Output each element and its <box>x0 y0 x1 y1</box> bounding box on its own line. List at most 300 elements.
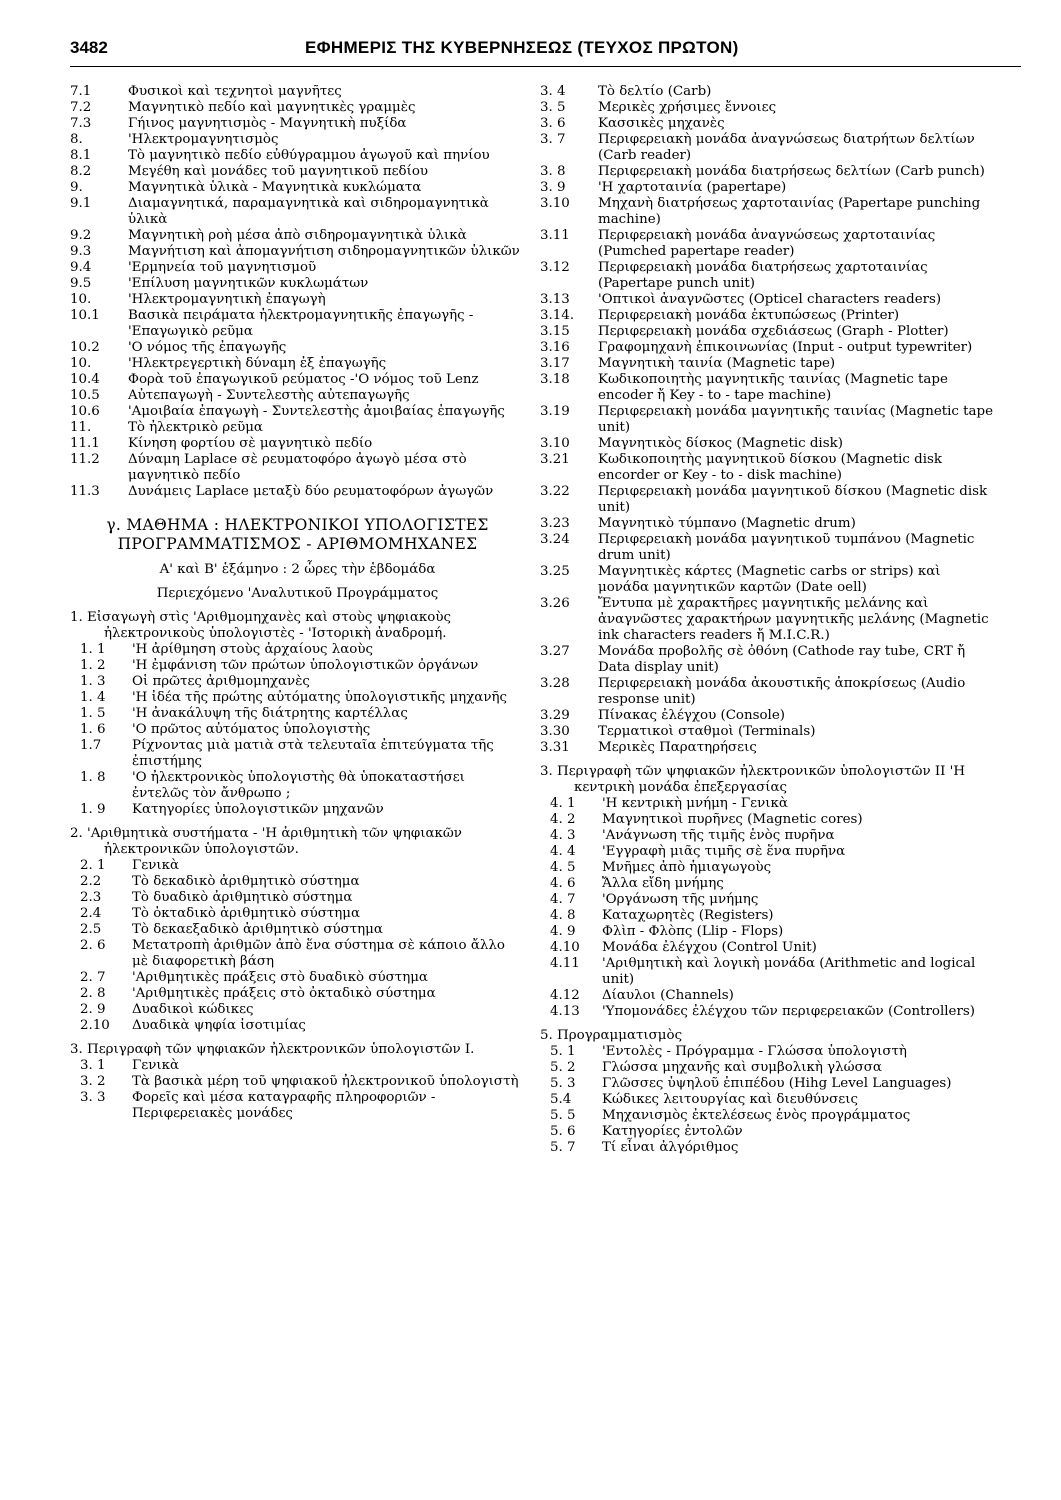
item-number: 4. 8 <box>550 908 576 923</box>
item-text: Περιφερειακὴ μονάδα ἐκτυπώσεως (Printer) <box>598 308 900 323</box>
list-item <box>540 860 995 876</box>
item-text: 'Υπομονάδες ἐλέγχου τῶν περιφερειακῶν (Controllers) <box>602 1004 975 1019</box>
list-item <box>540 564 995 596</box>
item-text: Δύναμη Laplace σὲ ρευματοφόρο ἀγωγὸ μέσα στὸ μαγνητικὸ πεδίο <box>128 452 467 483</box>
item-text: Δυαδικοὶ κώδικες <box>132 1002 254 1017</box>
item-number: 4. 5 <box>550 860 576 875</box>
item-number: 8. <box>70 132 83 147</box>
list-item <box>70 642 525 658</box>
list-item <box>540 356 995 372</box>
chapter-5-list <box>540 1044 995 1156</box>
item-number: 11. <box>70 420 92 435</box>
list-item <box>70 452 525 484</box>
right-column <box>540 84 995 1156</box>
item-number: 3.26 <box>540 596 570 611</box>
list-item <box>540 644 995 676</box>
list-item <box>540 1076 995 1092</box>
list-item <box>540 940 995 956</box>
list-item <box>70 84 525 100</box>
list-item <box>540 1140 995 1156</box>
list-item <box>540 516 995 532</box>
item-number: 1. 5 <box>80 706 106 721</box>
list-3-continued <box>540 84 995 756</box>
item-text: 'Ο πρῶτος αὐτόματος ὑπολογιστὴς <box>132 722 371 737</box>
item-number: 1. 6 <box>80 722 106 737</box>
item-number: 3.25 <box>540 564 570 579</box>
item-text: Μαγνητικὴ ταινία (Magnetic tape) <box>598 356 836 371</box>
item-number: 10. <box>70 356 92 371</box>
list-item <box>540 308 995 324</box>
item-number: 4. 3 <box>550 828 576 843</box>
item-text: Μηχανὴ διατρήσεως χαρτοταινίας (Papertape punching machine) <box>598 196 981 227</box>
item-number: 9.3 <box>70 244 92 259</box>
item-number: 3.11 <box>540 228 570 243</box>
list-item <box>540 196 995 228</box>
list-item <box>540 676 995 708</box>
item-number: 3.29 <box>540 708 570 723</box>
item-number: 7.3 <box>70 116 92 131</box>
item-text: Μεγέθη καὶ μονάδες τοῦ μαγνητικοῦ πεδίου <box>128 164 429 179</box>
item-number: 10. <box>70 292 92 307</box>
list-item <box>70 420 525 436</box>
chapter-2-title: 2. 'Αριθμητικὰ συστήματα - 'Η ἀριθμητικὴ τῶν ψηφιακῶν ἠλεκτρονικῶν ὑπολογιστῶν. <box>70 826 462 857</box>
list-item <box>70 770 525 802</box>
list-item <box>540 372 995 404</box>
list-item <box>70 340 525 356</box>
list-item <box>70 116 525 132</box>
item-text: Τὸ ὀκταδικὸ ἀριθμητικὸ σύστημα <box>132 906 361 921</box>
item-number: 3.31 <box>540 740 570 755</box>
item-text: Μαγνητικὸ πεδίο καὶ μαγνητικὲς γραμμὲς <box>128 100 416 115</box>
item-text: Τερματικοὶ σταθμοὶ (Terminals) <box>598 724 816 739</box>
item-number: 1.7 <box>80 738 102 753</box>
item-text: 'Ερμηνεία τοῦ μαγνητισμοῦ <box>128 260 317 275</box>
item-number: 7.1 <box>70 84 92 99</box>
list-item <box>70 722 525 738</box>
list-a <box>70 84 525 500</box>
semester-line: Α' καὶ Β' ἑξάμηνο : 2 ὧρες τὴν ἑβδομάδα <box>159 562 436 577</box>
item-text: 'Οργάνωση τῆς μνήμης <box>602 892 759 907</box>
item-text: Ἔντυπα μὲ χαρακτῆρες μαγνητικῆς μελάνης καὶ ἀναγνῶστες χαρακτήρων μαγνητικῆς μελάνης (Magnetic ink characters readers ἤ M.I.C.R.) <box>598 596 989 643</box>
item-number: 5. 6 <box>550 1124 576 1139</box>
item-text: 'Η ἰδέα τῆς πρώτης αὐτόματης ὑπολογιστικῆς μηχανῆς <box>132 690 508 705</box>
list-item <box>540 1124 995 1140</box>
item-number: 3. 2 <box>80 1074 106 1089</box>
item-text: Περιφερειακὴ μονάδα σχεδιάσεως (Graph - Plotter) <box>598 324 949 339</box>
item-text: Φλὶπ - Φλὸπς (Llip - Flops) <box>602 924 784 939</box>
item-number: 4. 4 <box>550 844 576 859</box>
item-text: Κωδικοποιητὴς μαγνητικῆς ταινίας (Magnetic tape encoder ἤ Key - to - tape machine) <box>598 372 948 403</box>
list-item <box>540 924 995 940</box>
item-number: 1. 2 <box>80 658 106 673</box>
list-item <box>70 690 525 706</box>
item-number: 3.18 <box>540 372 570 387</box>
list-item <box>70 260 525 276</box>
item-number: 3. 7 <box>540 132 566 147</box>
item-text: Τὸ δεκαεξαδικὸ ἀριθμητικὸ σύστημα <box>132 922 383 937</box>
item-text: 'Αριθμητικὲς πράξεις στὸ ὀκταδικὸ σύστημα <box>132 986 436 1001</box>
item-number: 10.4 <box>70 372 100 387</box>
item-number: 2.5 <box>80 922 102 937</box>
item-number: 5.4 <box>550 1092 572 1107</box>
page-number: 3482 <box>70 38 108 57</box>
item-number: 1. 4 <box>80 690 106 705</box>
gazette-title: ΕΦΗΜΕΡΙΣ ΤΗΣ ΚΥΒΕΡΝΗΣΕΩΣ (ΤΕΥΧΟΣ ΠΡΩΤΟΝ) <box>305 38 739 57</box>
list-item <box>70 404 525 420</box>
list-item <box>540 828 995 844</box>
item-text: 'Ηλεκτρεγερτικὴ δύναμη ἐξ ἐπαγωγῆς <box>128 356 387 371</box>
list-item <box>70 874 525 890</box>
list-item <box>540 956 995 988</box>
item-text: Τὸ μαγνητικὸ πεδίο εὐθύγραμμου ἀγωγοῦ καὶ πηνίου <box>128 148 490 163</box>
item-text: Μηχανισμὸς ἐκτελέσεως ἑνὸς προγράμματος <box>602 1108 911 1123</box>
item-number: 3. 6 <box>540 116 566 131</box>
list-item <box>70 706 525 722</box>
item-number: 7.2 <box>70 100 92 115</box>
item-text: Φορεῖς καὶ μέσα καταγραφῆς πληροφοριῶν - Περιφερειακὲς μονάδες <box>132 1090 436 1121</box>
item-number: 4.13 <box>550 1004 580 1019</box>
item-text: 'Ανάγνωση τῆς τιμῆς ἑνὸς πυρῆνα <box>602 828 835 843</box>
item-number: 1. 3 <box>80 674 106 689</box>
list-item <box>540 260 995 292</box>
list-item <box>70 356 525 372</box>
item-text: Τί εἶναι ἀλγόριθμος <box>602 1140 739 1155</box>
list-item <box>70 180 525 196</box>
item-number: 3. 4 <box>540 84 566 99</box>
item-text: 'Επίλυση μαγνητικῶν κυκλωμάτων <box>128 276 369 291</box>
chapter-5-title: 5. Προγραμματισμὸς <box>540 1028 683 1043</box>
item-text: Μερικὲς χρήσιμες ἔννοιες <box>598 100 777 115</box>
list-item <box>540 1108 995 1124</box>
item-text: 'Εντολὲς - Πρόγραμμα - Γλώσσα ὑπολογιστὴ <box>602 1044 907 1059</box>
list-item <box>540 84 995 100</box>
list-item <box>540 988 995 1004</box>
item-text: Περιφερειακὴ μονάδα μαγνητικοῦ τυμπάνου (Magnetic drum unit) <box>598 532 975 563</box>
item-text: Μονάδα προβολῆς σὲ ὀθόνη (Cathode ray tube, CRT ἤ Data display unit) <box>598 644 966 675</box>
left-column <box>70 84 525 1122</box>
item-text: Διαμαγνητικά, παραμαγνητικὰ καὶ σιδηρομαγνητικὰ ὑλικὰ <box>128 196 489 227</box>
list-item <box>70 1058 525 1074</box>
item-number: 10.1 <box>70 308 100 323</box>
list-item <box>540 708 995 724</box>
item-text: Γραφομηχανὴ ἐπικοινωνίας (Input - output typewriter) <box>598 340 973 355</box>
list-item <box>70 196 525 228</box>
list-item <box>540 812 995 828</box>
item-number: 2. 7 <box>80 970 106 985</box>
item-text: Μαγνητικὴ ροὴ μέσα ἀπὸ σιδηρομαγνητικὰ ὑλικὰ <box>128 228 467 243</box>
item-number: 1. 9 <box>80 802 106 817</box>
item-text: Γήινος μαγνητισμὸς - Μαγνητικὴ πυξίδα <box>128 116 407 131</box>
list-item <box>70 1002 525 1018</box>
course-title-line-2: ΠΡΟΓΡΑΜΜΑΤΙΣΜΟΣ - ΑΡΙΘΜΟΜΗΧΑΝΕΣ <box>117 535 478 553</box>
item-text: Δίαυλοι (Channels) <box>602 988 734 1003</box>
item-text: Τὸ ἠλεκτρικὸ ρεῦμα <box>128 420 263 435</box>
item-text: Μαγνητικὸ τύμπανο (Magnetic drum) <box>598 516 856 531</box>
list-item <box>70 802 525 818</box>
item-text: Περιφερειακὴ μονάδα ἀκουστικῆς ἀποκρίσεως (Audio response unit) <box>598 676 966 707</box>
item-number: 9.4 <box>70 260 92 275</box>
item-text: Πίνακας ἐλέγχου (Console) <box>598 708 785 723</box>
list-item <box>70 1090 525 1122</box>
list-item <box>540 876 995 892</box>
item-text: Τὰ βασικὰ μέρη τοῦ ψηφιακοῦ ἠλεκτρονικοῦ ὑπολογιστὴ <box>132 1074 519 1089</box>
list-item <box>70 436 525 452</box>
item-text: Μαγνητικοὶ πυρῆνες (Magnetic cores) <box>602 812 863 827</box>
item-text: Φορὰ τοῦ ἐπαγωγικοῦ ρεύματος -'Ο νόμος τοῦ Lenz <box>128 372 479 387</box>
list-item <box>540 404 995 436</box>
item-text: Μονάδα ἐλέγχου (Control Unit) <box>602 940 817 955</box>
item-text: Μαγνητικὰ ὑλικὰ - Μαγνητικὰ κυκλώματα <box>128 180 422 195</box>
list-item <box>70 244 525 260</box>
item-number: 3.24 <box>540 532 570 547</box>
item-number: 4.11 <box>550 956 580 971</box>
item-number: 3.10 <box>540 196 570 211</box>
item-number: 3.13 <box>540 292 570 307</box>
item-number: 11.2 <box>70 452 100 467</box>
list-item <box>70 938 525 970</box>
list-item <box>70 484 525 500</box>
item-text: Βασικὰ πειράματα ἠλεκτρομαγνητικῆς ἐπαγωγῆς - 'Επαγωγικὸ ρεῦμα <box>128 308 474 339</box>
item-text: Μαγνητικὲς κάρτες (Magnetic carbs or strips) καὶ μονάδα μαγνητικῶν καρτῶν (Date oell) <box>598 564 941 595</box>
item-number: 2. 1 <box>80 858 106 873</box>
item-text: Οἱ πρῶτες ἀριθμομηχανὲς <box>132 674 310 689</box>
item-text: Περιφερειακὴ μονάδα μαγνητικῆς ταινίας (Magnetic tape unit) <box>598 404 994 435</box>
page-header <box>70 38 1021 68</box>
item-number: 10.6 <box>70 404 100 419</box>
item-text: Κατηγορίες ὑπολογιστικῶν μηχανῶν <box>132 802 384 817</box>
course-title-line-1: γ. ΜΑΘΗΜΑ : ΗΛΕΚΤΡΟΝΙΚΟΙ ΥΠΟΛΟΓΙΣΤΕΣ <box>106 516 489 534</box>
item-text: Μερικὲς Παρατηρήσεις <box>598 740 757 755</box>
item-number: 9.5 <box>70 276 92 291</box>
item-number: 1. 1 <box>80 642 106 657</box>
item-number: 4. 6 <box>550 876 576 891</box>
item-text: Αὐτεπαγωγὴ - Συντελεστὴς αὐτεπαγωγῆς <box>128 388 410 403</box>
item-number: 3. 9 <box>540 180 566 195</box>
content-heading: Περιεχόμενο 'Αναλυτικοῦ Προγράμματος <box>156 586 439 601</box>
item-number: 3.27 <box>540 644 570 659</box>
item-text: Περιφερειακὴ μονάδα διατρήσεως δελτίων (Carb punch) <box>598 164 985 179</box>
list-item <box>540 796 995 812</box>
list-item <box>540 340 995 356</box>
list-item <box>540 436 995 452</box>
list-item <box>70 970 525 986</box>
item-number: 11.1 <box>70 436 100 451</box>
item-text: 'Ηλεκτρομαγνητισμὸς <box>128 132 279 147</box>
item-number: 9.1 <box>70 196 92 211</box>
list-item <box>540 180 995 196</box>
item-text: 'Εγγραφὴ μιᾶς τιμῆς σὲ ἕνα πυρῆνα <box>602 844 846 859</box>
item-text: Δυαδικὰ ψηφία ἰσοτιμίας <box>132 1018 306 1033</box>
list-item <box>540 1060 995 1076</box>
item-text: Κατηγορίες ἐντολῶν <box>602 1124 743 1139</box>
item-text: 'Η κεντρικὴ μνήμη - Γενικὰ <box>602 796 788 811</box>
list-item <box>540 740 995 756</box>
item-text: 'Ηλεκτρομαγνητικὴ ἐπαγωγὴ <box>128 292 326 307</box>
chapter-3-title: 3. Περιγραφὴ τῶν ψηφιακῶν ἠλεκτρονικῶν ὑπολογιστῶν Ι. <box>70 1042 475 1057</box>
item-number: 3.15 <box>540 324 570 339</box>
item-number: 5. 3 <box>550 1076 576 1091</box>
item-number: 3.12 <box>540 260 570 275</box>
item-text: Μνῆμες ἀπὸ ἡμιαγωγοὺς <box>602 860 772 875</box>
item-number: 3.23 <box>540 516 570 531</box>
list-item <box>70 986 525 1002</box>
item-number: 3. 3 <box>80 1090 106 1105</box>
list-item <box>540 100 995 116</box>
item-number: 11.3 <box>70 484 100 499</box>
item-number: 2.3 <box>80 890 102 905</box>
item-number: 3.22 <box>540 484 570 499</box>
list-item <box>540 892 995 908</box>
item-number: 10.2 <box>70 340 100 355</box>
item-number: 5. 2 <box>550 1060 576 1075</box>
chapter-4-list <box>540 796 995 1020</box>
item-text: Κωδικοποιητὴς μαγνητικοῦ δίσκου (Magnetic disk encorder or Key - to - disk machine) <box>598 452 942 483</box>
chapter-2-list <box>70 858 525 1034</box>
item-number: 3. 1 <box>80 1058 106 1073</box>
list-item <box>70 276 525 292</box>
chapter-3b-title: 3. Περιγραφὴ τῶν ψηφιακῶν ἠλεκτρονικῶν ὑπολογιστῶν ΙΙ 'Η κεντρικὴ μονάδα ἐπεξεργασίας <box>540 764 966 795</box>
list-item <box>70 858 525 874</box>
list-item <box>70 148 525 164</box>
list-item <box>70 292 525 308</box>
item-text: Φυσικοὶ καὶ τεχνητοὶ μαγνῆτες <box>128 84 342 99</box>
list-item <box>540 1004 995 1020</box>
item-number: 2.2 <box>80 874 102 889</box>
list-item <box>70 372 525 388</box>
item-number: 1. 8 <box>80 770 106 785</box>
list-item <box>70 906 525 922</box>
list-item <box>540 164 995 180</box>
item-text: Περιφερειακὴ μονάδα μαγνητικοῦ δίσκου (Magnetic disk unit) <box>598 484 988 515</box>
list-item <box>540 228 995 260</box>
item-text: 'Η χαρτοταινία (papertape) <box>598 180 787 195</box>
chapter-1-list <box>70 642 525 818</box>
item-number: 2. 9 <box>80 1002 106 1017</box>
item-number: 3.10 <box>540 436 570 451</box>
list-item <box>70 1018 525 1034</box>
item-number: 4. 1 <box>550 796 576 811</box>
item-text: Γενικὰ <box>132 858 180 873</box>
item-text: 'Αμοιβαία ἐπαγωγὴ - Συντελεστὴς ἀμοιβαίας ἐπαγωγῆς <box>128 404 505 419</box>
chapter-1-title: 1. Εἰσαγωγὴ στὶς 'Αριθμομηχανὲς καὶ στοὺς ψηφιακοὺς ἠλεκτρονικοὺς ὑπολογιστὲς - 'Ιστορικὴ ἀναδρομή. <box>70 610 451 641</box>
item-number: 2. 6 <box>80 938 106 953</box>
item-text: Γενικὰ <box>132 1058 180 1073</box>
item-text: 'Ο ἠλεκτρονικὸς ὑπολογιστὴς θὰ ὑποκαταστήσει ἐντελῶς τὸν ἄνθρωπο ; <box>132 770 465 801</box>
list-item <box>540 116 995 132</box>
list-item <box>540 1044 995 1060</box>
list-item <box>540 1092 995 1108</box>
item-text: Ρίχνοντας μιὰ ματιὰ στὰ τελευταῖα ἐπιτεύγματα τῆς ἐπιστήμης <box>132 738 494 769</box>
item-text: 'Η ἀνακάλυψη τῆς διάτρητης καρτέλλας <box>132 706 408 721</box>
list-item <box>70 922 525 938</box>
item-number: 3.14. <box>540 308 575 323</box>
list-item <box>540 532 995 564</box>
item-number: 9.2 <box>70 228 92 243</box>
list-item <box>540 292 995 308</box>
item-number: 4. 2 <box>550 812 576 827</box>
item-text: 'Αριθμητικὲς πράξεις στὸ δυαδικὸ σύστημα <box>132 970 428 985</box>
item-text: 'Ο νόμος τῆς ἐπαγωγῆς <box>128 340 287 355</box>
list-item <box>540 724 995 740</box>
item-text: 'Η ἀρίθμηση στοὺς ἀρχαίους λαοὺς <box>132 642 374 657</box>
list-item <box>540 452 995 484</box>
item-number: 3.21 <box>540 452 570 467</box>
list-item <box>540 324 995 340</box>
item-text: Καταχωρητὲς (Registers) <box>602 908 774 923</box>
list-item <box>540 596 995 644</box>
chapter-3-list <box>70 1058 525 1122</box>
item-number: 5. 5 <box>550 1108 576 1123</box>
item-text: Τὸ δυαδικὸ ἀριθμητικὸ σύστημα <box>132 890 353 905</box>
item-text: Μαγνητικὸς δίσκος (Magnetic disk) <box>598 436 843 451</box>
item-number: 9. <box>70 180 83 195</box>
list-item <box>540 908 995 924</box>
item-number: 8.2 <box>70 164 92 179</box>
item-text: Μαγνήτιση καὶ ἀπομαγνήτιση σιδηρομαγνητικῶν ὑλικῶν <box>128 244 520 259</box>
item-text: Περιφερειακὴ μονάδα ἀναγνώσεως διατρήτων δελτίων (Carb reader) <box>598 132 975 163</box>
list-item <box>540 132 995 164</box>
item-number: 2. 8 <box>80 986 106 1001</box>
item-text: Κασσικὲς μηχανὲς <box>598 116 725 131</box>
item-number: 2.4 <box>80 906 102 921</box>
item-text: Γλῶσσες ὑψηλοῦ ἐπιπέδου (Hihg Level Languages) <box>602 1076 952 1091</box>
list-item <box>70 890 525 906</box>
item-number: 5. 1 <box>550 1044 576 1059</box>
item-number: 3. 5 <box>540 100 566 115</box>
list-item <box>70 1074 525 1090</box>
item-text: Γλώσσα μηχανῆς καὶ συμβολικὴ γλώσσα <box>602 1060 882 1075</box>
list-item <box>70 228 525 244</box>
list-item <box>70 100 525 116</box>
item-number: 2.10 <box>80 1018 110 1033</box>
item-number: 4.12 <box>550 988 580 1003</box>
list-item <box>70 658 525 674</box>
list-item <box>70 674 525 690</box>
item-number: 3.16 <box>540 340 570 355</box>
item-number: 10.5 <box>70 388 100 403</box>
item-number: 4.10 <box>550 940 580 955</box>
header-rule <box>70 66 1021 67</box>
item-text: Τὸ δεκαδικὸ ἀριθμητικὸ σύστημα <box>132 874 360 889</box>
item-number: 3.17 <box>540 356 570 371</box>
item-number: 3.19 <box>540 404 570 419</box>
item-text: Μετατροπὴ ἀριθμῶν ἀπὸ ἕνα σύστημα σὲ κάποιο ἄλλο μὲ διαφορετικὴ βάση <box>132 938 505 969</box>
item-number: 8.1 <box>70 148 92 163</box>
item-text: 'Οπτικοὶ ἀναγνῶστες (Opticel characters readers) <box>598 292 942 307</box>
item-text: Τὸ δελτίο (Carb) <box>598 84 712 99</box>
item-text: Κώδικες λειτουργίας καὶ διευθύνσεις <box>602 1092 858 1107</box>
item-text: 'Αριθμητικὴ καὶ λογικὴ μονάδα (Arithmetic and logical unit) <box>602 956 976 987</box>
item-number: 4. 9 <box>550 924 576 939</box>
item-text: Κίνηση φορτίου σὲ μαγνητικὸ πεδίο <box>128 436 373 451</box>
item-number: 3.30 <box>540 724 570 739</box>
list-item <box>540 844 995 860</box>
list-item <box>540 484 995 516</box>
list-item <box>70 164 525 180</box>
item-text: Περιφερειακὴ μονάδα ἀναγνώσεως χαρτοταινίας (Pumched papertape reader) <box>598 228 936 259</box>
item-number: 3.28 <box>540 676 570 691</box>
item-number: 3. 8 <box>540 164 566 179</box>
item-text: Περιφερειακὴ μονάδα διατρήσεως χαρτοταινίας (Papertape punch unit) <box>598 260 928 291</box>
list-item <box>70 388 525 404</box>
list-item <box>70 132 525 148</box>
list-item <box>70 738 525 770</box>
item-text: Δυνάμεις Laplace μεταξὺ δύο ρευματοφόρων ἀγωγῶν <box>128 484 494 499</box>
list-item <box>70 308 525 340</box>
item-text: 'Η ἐμφάνιση τῶν πρώτων ὑπολογιστικῶν ὀργάνων <box>132 658 479 673</box>
item-text: Ἄλλα εἴδη μνήμης <box>602 876 724 891</box>
item-number: 4. 7 <box>550 892 576 907</box>
